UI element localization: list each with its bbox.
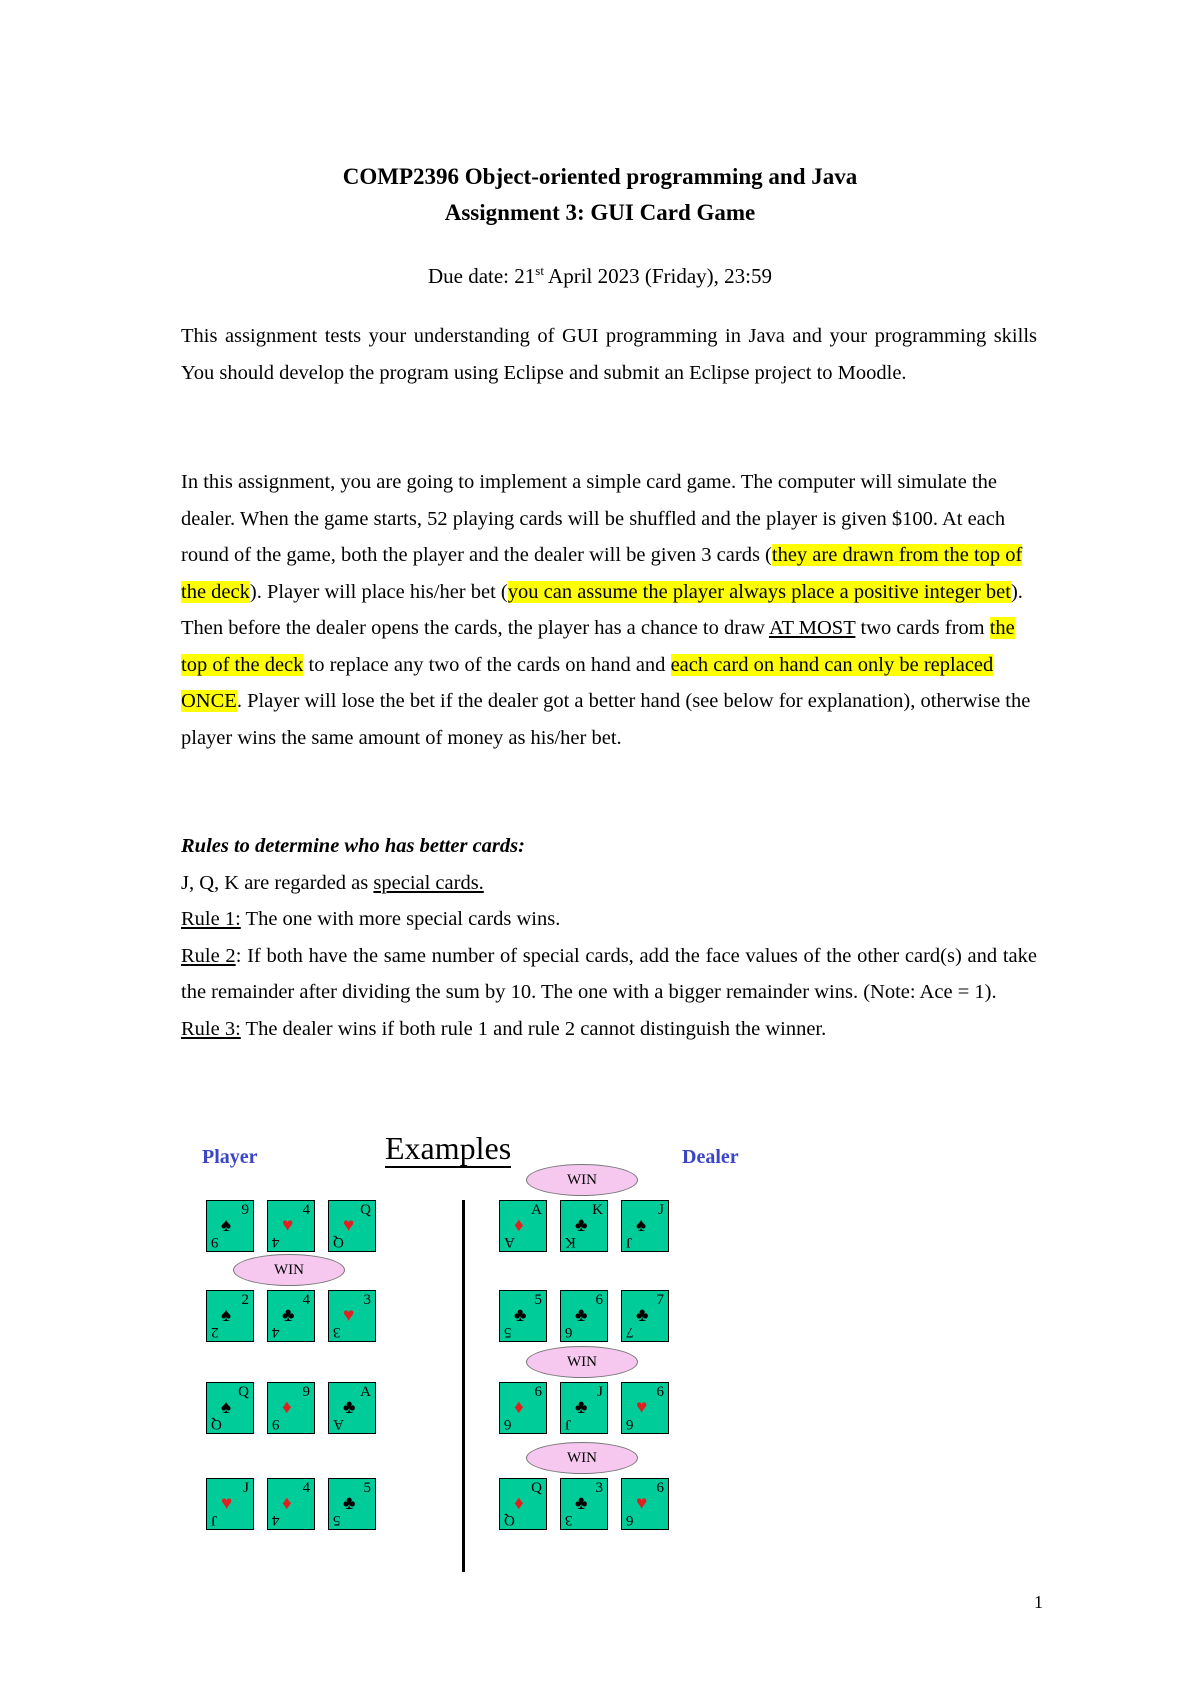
dealer-card — [621, 1478, 669, 1530]
text-run: to replace any two of the cards on hand and — [303, 653, 671, 676]
card-suit-icon: ♣ — [575, 1493, 588, 1514]
card-suit-icon: ♥ — [343, 1215, 355, 1236]
card-suit-icon: ♦ — [282, 1493, 292, 1514]
card-rank-inverted: 9 — [211, 1234, 219, 1250]
card-rank-inverted: Q — [211, 1416, 222, 1432]
due-date-prefix: Due date: 21 — [427, 264, 536, 288]
card-rank: A — [531, 1202, 542, 1218]
intro-paragraph: This assignment tests your understanding of GUI programming in Java and your programming skills You should develop the program using Eclipse and submit an Eclipse project to Moodle. — [181, 325, 1037, 384]
card-rank: 6 — [595, 1292, 603, 1308]
card-rank-inverted: A — [504, 1234, 515, 1250]
figure-divider — [462, 1200, 465, 1572]
card-rank-inverted: J — [211, 1512, 217, 1528]
card-rank-inverted: J — [626, 1234, 632, 1250]
card-suit-icon: ♠ — [221, 1397, 232, 1418]
card-rank: 3 — [595, 1480, 603, 1496]
card-rank: A — [360, 1384, 371, 1400]
card-rank: J — [658, 1202, 664, 1218]
card-rank: 7 — [656, 1292, 664, 1308]
due-date — [0, 256, 1200, 291]
card-suit-icon: ♣ — [636, 1305, 649, 1326]
dealer-card — [499, 1290, 547, 1342]
card-rank: 4 — [302, 1202, 310, 1218]
card-rank-inverted: 6 — [565, 1324, 573, 1340]
card-rank: Q — [360, 1202, 371, 1218]
player-card — [328, 1478, 376, 1530]
card-rank: J — [597, 1384, 603, 1400]
card-suit-icon: ♥ — [636, 1493, 648, 1514]
card-suit-icon: ♥ — [343, 1305, 355, 1326]
dealer-win-badge: WIN — [526, 1346, 638, 1378]
dealer-card — [499, 1478, 547, 1530]
rule-text: The one with more special cards wins. — [240, 908, 561, 930]
card-rank-inverted: 6 — [626, 1416, 634, 1432]
text-run: . Player will lose the bet if the dealer got a better hand (see below for explanation), otherwise the player wins the same amount of money as his/her bet. — [181, 690, 1031, 749]
card-suit-icon: ♠ — [221, 1305, 232, 1326]
dealer-card — [499, 1382, 547, 1434]
dealer-label: Dealer — [682, 1146, 739, 1168]
card-suit-icon: ♣ — [575, 1397, 588, 1418]
dealer-win-badge: WIN — [526, 1164, 638, 1196]
dealer-win-badge: WIN — [526, 1442, 638, 1474]
rule-label: Rule 2 — [181, 944, 236, 967]
dealer-card — [621, 1200, 669, 1252]
card-rank: 4 — [302, 1480, 310, 1496]
card-suit-icon: ♥ — [221, 1493, 233, 1514]
dealer-card — [621, 1290, 669, 1342]
rule-text: : If both have the same number of special cards, add the face values of the other card(s) and take the remainder after dividing the sum by 10. The one with a bigger remainder wins. (Note: Ace = 1). — [181, 944, 1037, 1003]
card-rank-inverted: K — [565, 1234, 576, 1250]
rule-1 — [181, 901, 1037, 938]
underlined-text: AT MOST — [768, 617, 856, 639]
player-card — [267, 1290, 315, 1342]
card-rank-inverted: 2 — [211, 1324, 219, 1340]
card-suit-icon: ♣ — [575, 1305, 588, 1326]
card-rank: 3 — [363, 1292, 371, 1308]
examples-title: Examples — [385, 1130, 512, 1166]
rule-label: Rule 1: — [181, 908, 241, 930]
highlighted-text: you can assume the player always place a positive integer bet — [507, 580, 1011, 603]
card-rank: 5 — [534, 1292, 542, 1308]
rules-section — [181, 828, 1037, 1047]
card-rank-inverted: 6 — [626, 1512, 634, 1528]
card-rank-inverted: 7 — [626, 1324, 634, 1340]
card-suit-icon: ♥ — [636, 1397, 648, 1418]
card-rank: Q — [531, 1480, 542, 1496]
player-card — [267, 1478, 315, 1530]
card-suit-icon: ♦ — [514, 1215, 524, 1236]
assignment-subtitle: Assignment 3: GUI Card Game — [444, 200, 756, 225]
rule-label: Rule 3: — [181, 1017, 241, 1040]
card-rank-inverted: J — [565, 1416, 571, 1432]
highlighted-text: each card on hand can only be replaced ONCE — [181, 653, 994, 712]
dealer-card — [499, 1200, 547, 1252]
card-rank: Q — [238, 1384, 249, 1400]
card-rank: 4 — [302, 1292, 310, 1308]
text-run: In this assignment, you are going to implement a simple card game. The computer will simulate the dealer. When the game starts, 52 playing cards will be shuffled and the player is given $100. At each round of the game, both the player and the dealer will be given 3 cards ( — [181, 471, 1006, 566]
rule-2 — [181, 938, 1037, 1011]
player-card — [267, 1200, 315, 1252]
player-card — [206, 1478, 254, 1530]
card-suit-icon: ♣ — [343, 1493, 356, 1514]
card-rank-inverted: 3 — [565, 1512, 573, 1528]
text-run: ). Then before the dealer opens the cards, the player has a chance to draw — [181, 580, 1023, 639]
text-run: two cards from — [855, 617, 990, 639]
player-card — [206, 1290, 254, 1342]
text-run: J, Q, K are regarded as — [181, 871, 374, 894]
due-date-ordinal: st — [535, 263, 544, 278]
card-suit-icon: ♠ — [221, 1215, 232, 1236]
rules-title: Rules to determine who has better cards: — [181, 835, 525, 857]
card-suit-icon: ♣ — [575, 1215, 588, 1236]
player-card — [267, 1382, 315, 1434]
card-rank: K — [592, 1202, 603, 1218]
player-card — [206, 1200, 254, 1252]
card-rank-inverted: 4 — [272, 1324, 280, 1340]
dealer-card — [560, 1382, 608, 1434]
card-rank: 2 — [241, 1292, 249, 1308]
rule-3 — [181, 1011, 1037, 1048]
card-suit-icon: ♦ — [514, 1397, 524, 1418]
player-label: Player — [202, 1146, 258, 1168]
card-suit-icon: ♦ — [282, 1397, 292, 1418]
dealer-card — [560, 1290, 608, 1342]
card-rank: 9 — [302, 1384, 310, 1400]
card-suit-icon: ♣ — [343, 1397, 356, 1418]
dealer-card — [621, 1382, 669, 1434]
card-rank-inverted: 4 — [272, 1234, 280, 1250]
card-suit-icon: ♥ — [282, 1215, 294, 1236]
player-card — [206, 1382, 254, 1434]
card-rank: 6 — [656, 1384, 664, 1400]
player-card — [328, 1290, 376, 1342]
dealer-card — [560, 1200, 608, 1252]
card-rank-inverted: Q — [504, 1512, 515, 1528]
card-rank: 5 — [363, 1480, 371, 1496]
card-suit-icon: ♣ — [282, 1305, 295, 1326]
due-date-suffix: April 2023 (Friday), 23:59 — [543, 264, 773, 288]
card-rank-inverted: 4 — [272, 1512, 280, 1528]
card-rank-inverted: 6 — [504, 1416, 512, 1432]
card-rank-inverted: A — [333, 1416, 344, 1432]
card-rank: J — [243, 1480, 249, 1496]
card-rank-inverted: 5 — [504, 1324, 512, 1340]
card-rank: 9 — [241, 1202, 249, 1218]
player-card — [328, 1382, 376, 1434]
dealer-card — [560, 1478, 608, 1530]
card-rank-inverted: 3 — [333, 1324, 341, 1340]
card-suit-icon: ♠ — [636, 1215, 647, 1236]
special-cards-line — [181, 865, 1037, 902]
text-run: ). Player will place his/her bet ( — [249, 580, 508, 603]
card-rank-inverted: Q — [333, 1234, 344, 1250]
highlighted-text: the top of the deck — [181, 617, 1015, 676]
card-suit-icon: ♦ — [514, 1493, 524, 1514]
card-suit-icon: ♣ — [514, 1305, 527, 1326]
page-number: 1 — [1034, 1592, 1043, 1612]
underlined-text: special cards. — [373, 871, 484, 894]
card-rank-inverted: 9 — [272, 1416, 280, 1432]
card-rank: 6 — [534, 1384, 542, 1400]
card-rank-inverted: 5 — [333, 1512, 341, 1528]
player-card — [328, 1200, 376, 1252]
rule-text: The dealer wins if both rule 1 and rule 2 cannot distinguish the winner. — [240, 1017, 827, 1040]
player-win-badge: WIN — [233, 1254, 345, 1286]
card-rank: 6 — [656, 1480, 664, 1496]
highlighted-text: they are drawn from the top of the deck — [181, 544, 1023, 603]
game-description-paragraph — [181, 464, 1037, 756]
examples-figure — [170, 1110, 770, 1580]
document-title: COMP2396 Object-oriented programming and Java — [342, 164, 858, 189]
